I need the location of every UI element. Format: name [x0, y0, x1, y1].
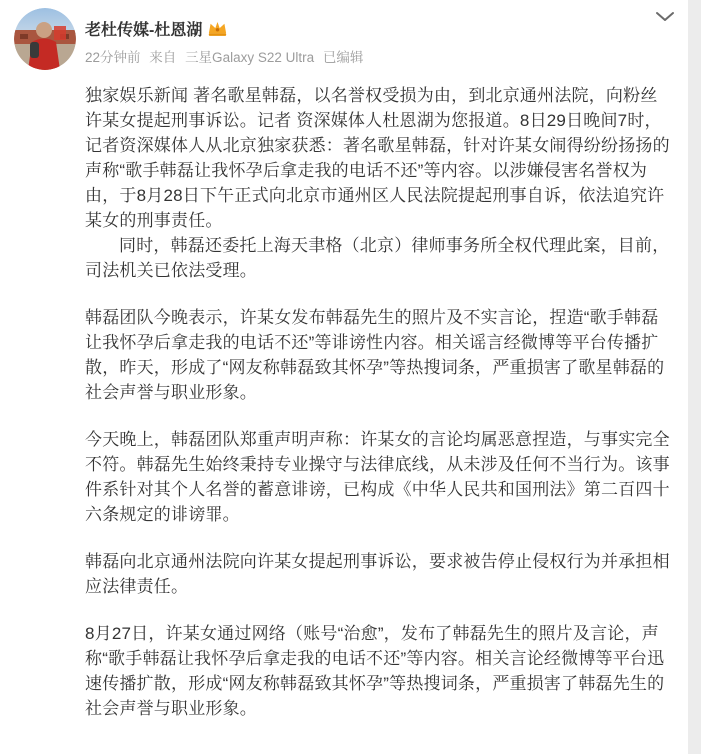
post-meta [85, 46, 368, 66]
author-row [85, 17, 227, 40]
post-time: 22分钟前 [85, 50, 141, 65]
post-paragraph: 韩磊团队今晚表示，许某女发布韩磊先生的照片及不实言论，捏造“歌手韩磊让我怀孕后拿走我的电话不还”等诽谤性内容。相关谣言经微博等平台传播扩散，昨天，形成了“网友称韩磊致其怀孕”等热搜词条，严重损害了歌星韩磊的社会声誉与职业形象。 [85, 308, 665, 402]
edited-label: 已编辑 [322, 50, 364, 65]
post-content [0, 83, 701, 721]
vip-crown-icon [208, 20, 227, 37]
post-paragraph: 韩磊向北京通州法院向许某女提起刑事诉讼，要求被告停止侵权行为并承担相应法律责任。 [85, 552, 670, 596]
from-label: 来自 [149, 50, 177, 65]
device-source-link[interactable]: 三星Galaxy S22 Ultra [185, 50, 315, 65]
post-paragraph: 今天晚上，韩磊团队郑重声明声称：许某女的言论均属恶意捏造，与事实完全不符。韩磊先生始终秉持专业操守与法律底线，从未涉及任何不当行为。该事件系针对其个人名誉的蓄意诽谤，已构成《中华人民共和国刑法》第二百四十六条规定的诽谤罪。 [85, 430, 670, 524]
post-paragraph: 8月27日，许某女通过网络（账号“治愈”，发布了韩磊先生的照片及言论，声称“歌手韩磊让我怀孕后拿走我的电话不还”等内容。相关言论经微博等平台迅速传播扩散，形成“网友称韩磊致其怀孕”等热搜词条，严重损害了韩磊先生的社会声誉与职业形象。 [85, 624, 665, 718]
avatar[interactable] [14, 8, 76, 70]
post-paragraph: 独家娱乐新闻 著名歌星韩磊，以名誉权受损为由，到北京通州法院，向粉丝许某女提起刑事诉讼。记者 资深媒体人杜恩湖为您报道。8日29日晚间7时，记者资深媒体人从北京独家获悉：著名歌星韩磊，针对许某女闹得纷纷扬扬的声称“歌手韩磊让我怀孕后拿走我的电话不还”等内容。以涉嫌侵害名誉权为由，于8月28日下午正式向北京市通州区人民法院提起刑事自诉，依法追究许某女的刑事责任。 [85, 86, 670, 230]
avatar-photo [14, 8, 76, 70]
author-name[interactable]: 老杜传媒-杜恩湖 [85, 22, 203, 39]
chevron-down-icon[interactable] [655, 10, 675, 24]
post-paragraph: 同时，韩磊还委托上海天聿格（北京）律师事务所全权代理此案，目前，司法机关已依法受理。 [85, 236, 670, 280]
post-header [0, 0, 701, 76]
